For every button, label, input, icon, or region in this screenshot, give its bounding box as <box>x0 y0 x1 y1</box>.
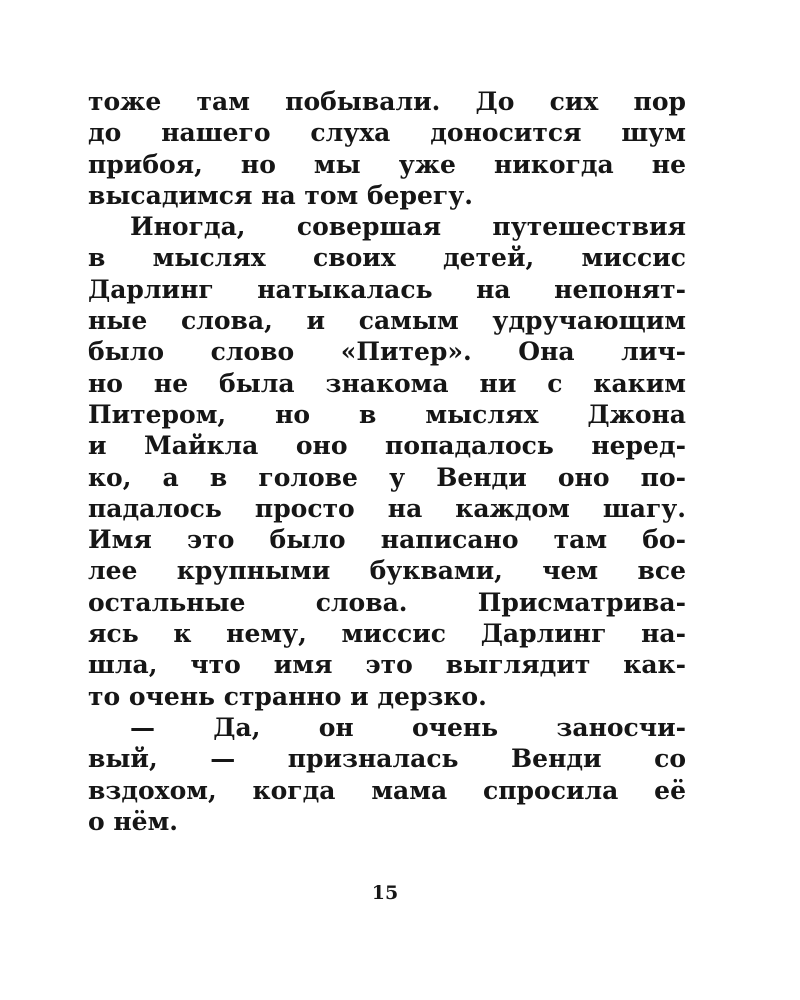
text-line-4: высадимся на том берегу. <box>88 180 473 210</box>
text-line-3: прибоя, но мы уже никогда не <box>88 149 686 179</box>
page-text <box>88 86 686 837</box>
text-line-16: лее крупными буквами, чем все <box>88 556 686 586</box>
text-line-10: но не была знакома ни с каким <box>88 368 686 398</box>
text-line-8: ные слова, и самым удручающим <box>88 306 686 336</box>
text-line-12: и Майкла оно попадалось неред- <box>88 431 686 461</box>
text-line-20: то очень странно и дерзко. <box>88 681 487 711</box>
text-line-6: в мыслях своих детей, миссис <box>88 243 686 273</box>
page-number: 15 <box>371 882 399 904</box>
text-line-21: — Да, он очень заносчи- <box>130 712 686 742</box>
text-line-18: ясь к нему, миссис Дарлинг на- <box>88 619 686 649</box>
text-line-22: вый, — призналась Венди со <box>88 744 686 774</box>
text-line-11: Питером, но в мыслях Джона <box>88 399 686 429</box>
text-line-24: о нём. <box>88 806 179 836</box>
text-line-1: тоже там побывали. До сих пор <box>88 87 686 116</box>
text-line-13: ко, а в голове у Венди оно по- <box>88 462 686 492</box>
text-line-14: падалось просто на каждом шагу. <box>88 493 686 523</box>
text-line-17: остальные слова. Присматрива- <box>88 587 686 617</box>
text-line-9: было слово «Питер». Она лич- <box>88 337 686 367</box>
text-line-23: вздохом, когда мама спросила её <box>88 775 686 805</box>
text-line-15: Имя это было написано там бо- <box>88 525 686 555</box>
text-line-5: Иногда, совершая путешествия <box>130 212 686 242</box>
text-line-19: шла, что имя это выглядит как- <box>88 650 686 680</box>
text-line-2: до нашего слуха доносится шум <box>88 118 686 148</box>
text-line-7: Дарлинг натыкалась на непонят- <box>88 274 686 304</box>
